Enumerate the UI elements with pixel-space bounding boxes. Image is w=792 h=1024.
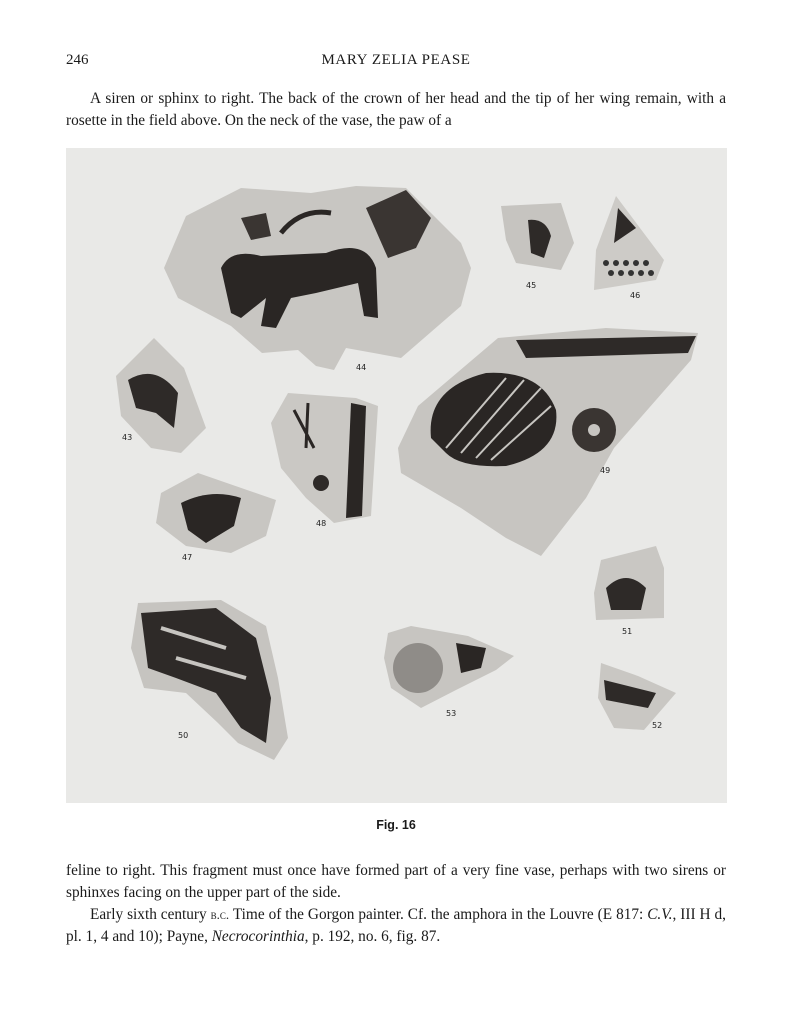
page-header [66,52,726,74]
fragment-label-51: 51 [622,627,633,636]
fragment-label-53: 53 [446,709,457,718]
paragraph-3-part-3: , III H d, pl. 1, 4 and 10); Payne, [66,906,726,945]
paragraph-3-part-2: Time of the Gorgon painter. Cf. the amphora in the Louvre (E 817: [229,906,648,923]
running-head: MARY ZELIA PEASE [321,52,471,68]
fragment-44 [164,186,471,372]
fragment-49 [398,328,698,556]
cv-citation: C.V. [647,906,673,923]
fragment-48 [271,393,378,528]
fragment-label-46: 46 [630,291,641,300]
fragment-label-48: 48 [316,519,327,528]
paragraph-1: A siren or sphinx to right. The back of the crown of her head and the tip of her wing remain, with a rosette in the field above. On the neck of the vase, the paw of a [66,90,726,129]
page-number: 246 [66,52,89,68]
fragment-label-47: 47 [182,553,193,562]
paragraph-3 [66,904,726,948]
fragment-46 [594,196,664,300]
fragment-label-50: 50 [178,731,189,740]
figure-16-plate [66,148,727,803]
pottery-fragments-illustration [66,148,727,803]
paragraph-3-part-4: , p. 192, no. 6, fig. 87. [304,928,441,945]
fragment-47 [156,473,276,562]
figure-caption: Fig. 16 [376,818,416,832]
fragment-50 [131,600,288,760]
fragment-45 [501,203,574,290]
fragment-53 [384,626,514,718]
book-title: Necrocorinthia [211,928,305,945]
era-abbreviation: b.c. [210,907,230,922]
fragment-label-43: 43 [122,433,133,442]
fragment-51 [594,546,664,636]
fragment-52 [598,663,676,730]
fragment-43 [116,338,206,453]
fragment-label-45: 45 [526,281,537,290]
paragraph-2: feline to right. This fragment must once have formed part of a very fine vase, perhaps with two sirens or sphinxes facing on the upper part of the side. [66,862,726,901]
fragment-label-44: 44 [356,363,367,372]
fragment-label-49: 49 [600,466,611,475]
fragment-label-52: 52 [652,721,663,730]
paragraph-3-part-1: Early sixth century [90,906,211,923]
